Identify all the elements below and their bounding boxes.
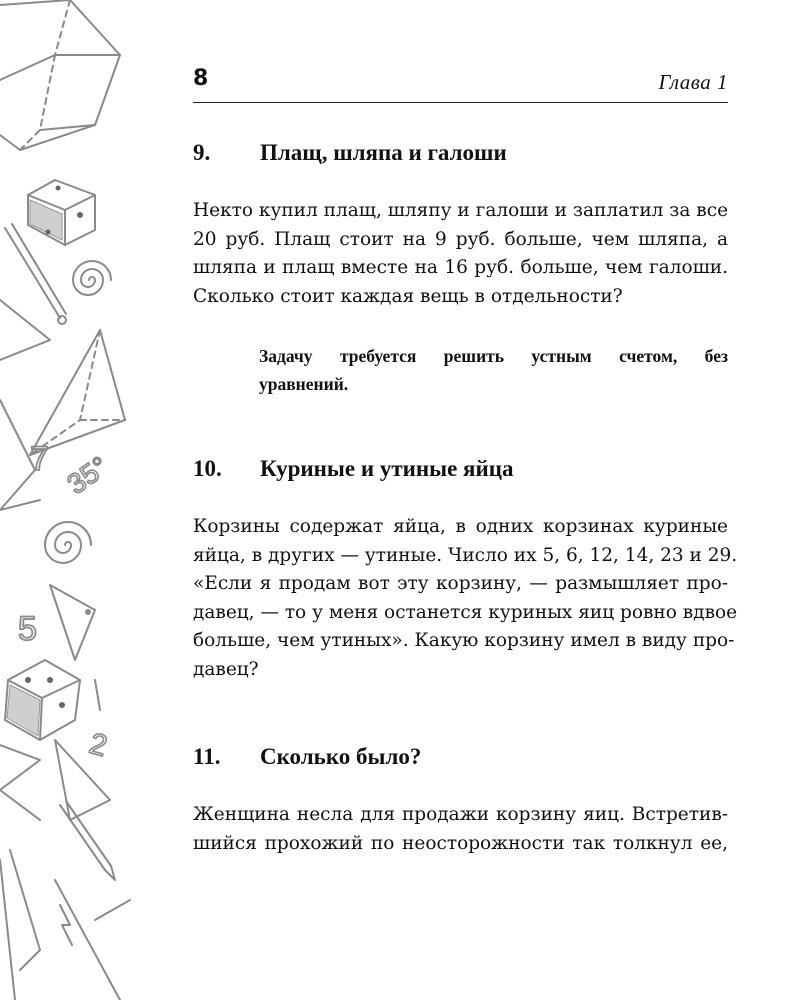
spiral-icon <box>73 261 111 295</box>
problem-10-heading <box>193 456 728 482</box>
text-line: 20 руб. Плащ стоит на 9 руб. больше, чем шляпа, а <box>193 228 728 250</box>
dice-icon-2 <box>5 660 80 740</box>
triangle-doodle <box>50 585 95 660</box>
text-line: давец, — то у меня останется куриных яиц ровно вдвое <box>193 601 738 623</box>
digit-2-doodle: 2 <box>85 726 111 764</box>
line-doodle <box>10 850 40 970</box>
dice-icon <box>28 180 95 245</box>
problem-number: 10. <box>193 456 222 481</box>
text-line: Женщина несла для продажи корзину яиц. Встретив- <box>193 804 728 825</box>
angle-label-doodle: 35° <box>61 450 115 500</box>
problem-title: Плащ, шляпа и галоши <box>260 140 507 165</box>
text-line: Сколько стоит каждая вещь в отдельности? <box>193 285 623 307</box>
note-line: Задачу требуется решить устным счетом, без <box>259 346 728 366</box>
spiral-icon-2 <box>45 522 91 563</box>
text-line: Некто купил плащ, шляпу и галоши и заплатил за все <box>193 200 729 221</box>
lightning-icon <box>60 905 72 945</box>
text-line: яйца, в других — утиные. Число их 5, 6, 12, 14, 23 и 29. <box>193 544 738 566</box>
line-doodle-2 <box>55 880 120 1000</box>
problem-title: Куриные и утиные яйца <box>260 456 514 481</box>
text-line: больше, чем утиных». Какую корзину имел в виду про- <box>193 630 735 651</box>
problem-9-note <box>259 342 728 398</box>
zigzag-doodle-2 <box>0 745 40 820</box>
digit-7-doodle: 7 <box>30 440 49 478</box>
problem-9-text <box>193 197 728 311</box>
text-line: давец? <box>193 658 259 680</box>
polyhedron-doodle <box>0 0 120 150</box>
problem-9-heading <box>193 140 728 166</box>
note-line: уравнений. <box>259 374 349 394</box>
digit-5-doodle: 5 <box>18 610 37 648</box>
problem-11-text <box>193 801 728 858</box>
chapter-title: Глава 1 <box>658 70 728 94</box>
text-line: шляпа и плащ вместе на 16 руб. больше, чем галоши. <box>193 257 728 278</box>
text-line: шийся прохожий по неосторожности так толкнул ее, <box>193 832 728 854</box>
header-rule <box>193 102 728 103</box>
problem-number: 11. <box>193 744 221 769</box>
pencil-icon <box>5 224 66 324</box>
margin-doodles <box>0 0 135 1000</box>
problem-10-text <box>193 513 738 684</box>
text-line: «Если я продам вот эту корзину, — размышляет про- <box>193 573 728 594</box>
problem-number: 9. <box>193 140 211 165</box>
problem-title: Сколько было? <box>260 744 422 769</box>
page-number: 8 <box>193 66 209 91</box>
problem-11-heading <box>193 744 728 770</box>
slash-doodle <box>95 680 100 710</box>
text-line: Корзины содержат яйца, в одних корзинах куриные <box>193 516 728 537</box>
